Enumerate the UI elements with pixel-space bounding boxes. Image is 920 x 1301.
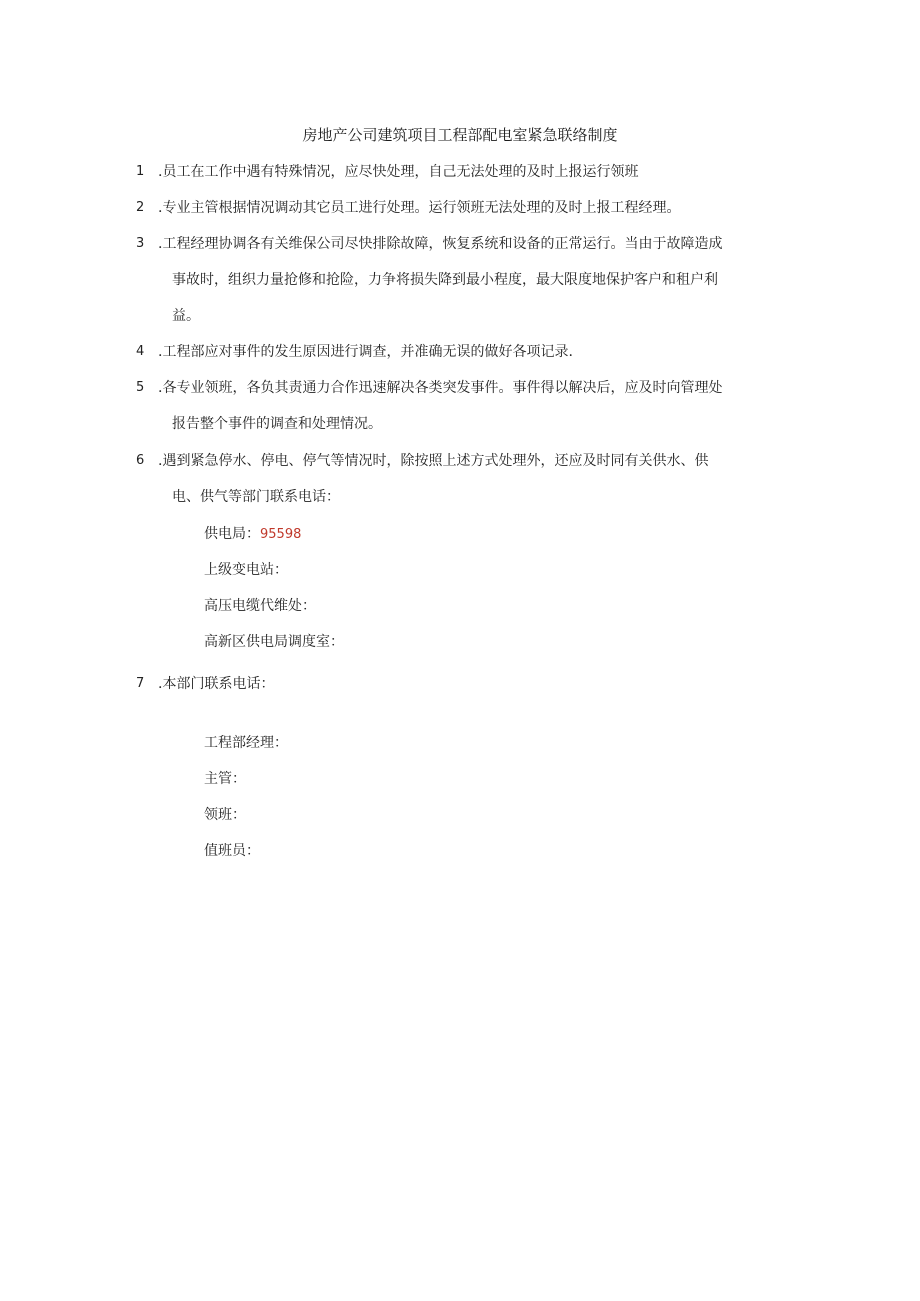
item-text (158, 226, 786, 334)
item-text (158, 443, 786, 515)
contact-foreman: 领班： (204, 807, 246, 823)
contact-manager: 工程部经理： (204, 735, 288, 751)
item-number: 1 (136, 164, 145, 179)
list-item (136, 443, 786, 515)
contact-duty: 值班员： (204, 843, 260, 859)
contact-phone: 95598 (260, 527, 302, 542)
contact-dispatch: 高新区供电局调度室： (204, 634, 344, 650)
item-number: 6 (136, 453, 145, 468)
list-item (136, 190, 786, 226)
list-item (136, 226, 786, 334)
contact-hv-cable: 高压电缆代维处： (204, 598, 316, 614)
item-line: .专业主管根据情况调动其它员工进行处理。运行领班无法处理的及时上报工程经理。 (158, 200, 681, 216)
item-line: .遇到紧急停水、停电、停气等情况时，除按照上述方式处理外，还应及时同有关供水、供 (158, 453, 709, 469)
item-number: 7 (136, 676, 145, 691)
list-item (136, 666, 786, 702)
contact-substation: 上级变电站： (204, 562, 288, 578)
item-line: 电、供气等部门联系电话： (172, 489, 340, 505)
item-text (158, 666, 786, 702)
item-line: 事故时，组织力量抢修和抢险，力争将损失降到最小程度，最大限度地保护客户和租户利 (172, 272, 718, 288)
item-number: 5 (136, 380, 145, 395)
item-line: 益。 (172, 308, 200, 324)
item-line: .工程经理协调各有关维保公司尽快排除故障，恢复系统和设备的正常运行。当由于故障造成 (158, 236, 723, 252)
list-item (136, 370, 786, 442)
contact-supervisor: 主管： (204, 771, 246, 787)
item-number: 4 (136, 344, 145, 359)
item-text (158, 154, 786, 190)
item-line: .工程部应对事件的发生原因进行调查，并准确无误的做好各项记录. (158, 344, 573, 360)
item-number: 3 (136, 236, 145, 251)
item-line: 报告整个事件的调查和处理情况。 (172, 416, 382, 432)
item-line: .各专业领班，各负其责通力合作迅速解决各类突发事件。事件得以解决后，应及时向管理处 (158, 380, 723, 396)
list-item (136, 154, 786, 190)
contact-label: 供电局： (204, 526, 260, 542)
item-text (158, 190, 786, 226)
document-title: 房地产公司建筑项目工程部配电室紧急联络制度 (302, 126, 618, 144)
item-text (158, 370, 786, 442)
item-text (158, 334, 786, 370)
list-item (136, 334, 786, 370)
item-line: .本部门联系电话： (158, 676, 275, 692)
contact-power-bureau (204, 524, 301, 545)
item-line: .员工在工作中遇有特殊情况，应尽快处理，自己无法处理的及时上报运行领班 (158, 164, 639, 180)
item-number: 2 (136, 200, 145, 215)
